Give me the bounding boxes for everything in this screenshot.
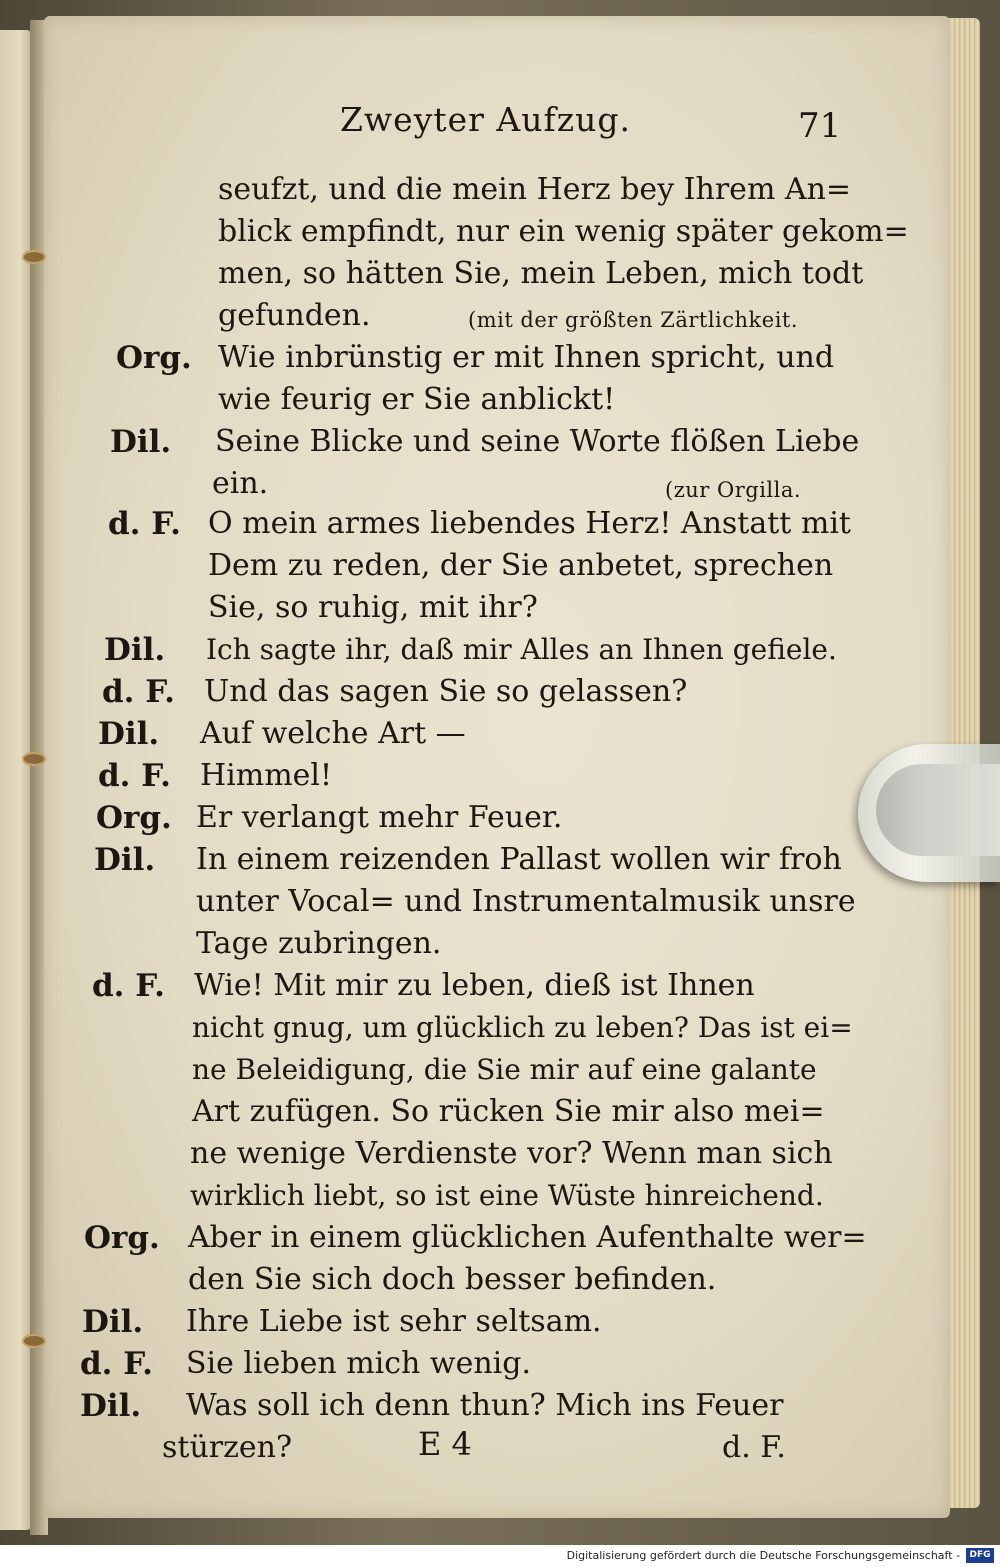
binding-stitch [22, 752, 46, 766]
text-line [188, 1220, 867, 1256]
speaker-label: Dil. [98, 716, 160, 752]
line-text: Was soll ich denn thun? Mich ins Feuer [186, 1388, 784, 1423]
line-text: Ich sagte ihr, daß mir Alles an Ihnen gefiele. [206, 633, 837, 666]
speaker-label: Org. [96, 800, 172, 836]
line-text: ne Beleidigung, die Sie mir auf eine galante [192, 1053, 817, 1086]
text-line [218, 340, 834, 376]
line-text: gefunden. [218, 298, 371, 333]
speaker-label: d. F. [102, 674, 175, 710]
line-text: Dem zu reden, der Sie anbetet, sprechen [208, 548, 834, 583]
running-head: Zweyter Aufzug. [340, 100, 631, 139]
text-line [190, 1136, 833, 1172]
text-line [208, 506, 851, 542]
text-line [162, 1430, 292, 1466]
line-text: Art zufügen. So rücken Sie mir also mei= [192, 1094, 825, 1129]
line-text: Aber in einem glücklichen Aufenthalte wer= [188, 1220, 867, 1255]
line-text: In einem reizenden Pallast wollen wir froh [196, 842, 842, 877]
stage-direction: (zur Orgilla. [665, 478, 802, 502]
text-line [218, 256, 863, 292]
line-text: Sie lieben mich wenig. [186, 1346, 531, 1381]
line-text: blick empfindt, nur ein wenig später gekom= [218, 214, 909, 249]
stage-direction: (mit der größten Zärtlichkeit. [468, 308, 799, 332]
text-line [188, 1262, 716, 1298]
text-line [192, 1094, 825, 1130]
line-text: Tage zubringen. [196, 926, 442, 961]
speaker-label: d. F. [108, 506, 181, 542]
speaker-label: Org. [116, 340, 192, 376]
text-line [186, 1346, 531, 1382]
line-text: Sie, so ruhig, mit ihr? [208, 590, 538, 625]
speaker-label: d. F. [98, 758, 171, 794]
speaker-label: Dil. [104, 632, 166, 668]
text-line [218, 172, 851, 208]
line-text: ne wenige Verdienste vor? Wenn man sich [190, 1136, 833, 1171]
text-line [212, 466, 268, 502]
text-line [196, 926, 441, 962]
text-line [192, 1052, 817, 1088]
speaker-label: d. F. [80, 1346, 153, 1382]
page-header [0, 100, 1000, 150]
line-text: Auf welche Art — [200, 716, 466, 751]
line-text: Wie! Mit mir zu leben, dieß ist Ihnen [194, 968, 755, 1003]
text-line [206, 632, 837, 668]
line-text: O mein armes liebendes Herz! Anstatt mit [208, 506, 851, 541]
text-line [200, 716, 466, 752]
speaker-label: d. F. [92, 968, 165, 1004]
line-text: den Sie sich doch besser befinden. [188, 1262, 717, 1297]
text-line [215, 424, 859, 460]
text-line [218, 382, 615, 418]
line-text: unter Vocal= und Instrumentalmusik unsre [196, 884, 856, 919]
text-line [196, 884, 856, 920]
speaker-label: Dil. [94, 842, 156, 878]
text-line [186, 1304, 602, 1340]
speaker-label: Dil. [82, 1304, 144, 1340]
text-line [218, 298, 371, 334]
line-text: nicht gnug, um glücklich zu leben? Das ist ei= [192, 1011, 853, 1044]
text-line [186, 1388, 783, 1424]
line-text: Seine Blicke und seine Worte flößen Liebe [215, 424, 860, 459]
text-line [194, 968, 755, 1004]
signature-mark: E 4 [418, 1425, 472, 1463]
line-text: Himmel! [200, 758, 333, 793]
text-line [218, 214, 909, 250]
text-line [204, 674, 687, 710]
binding-stitch [22, 250, 46, 264]
dfg-logo: DFG [966, 1548, 994, 1563]
speaker-label: Dil. [80, 1388, 142, 1424]
line-text: wirklich liebt, so ist eine Wüste hinreichend. [190, 1179, 824, 1212]
text-line [196, 800, 562, 836]
line-text: seufzt, und die mein Herz bey Ihrem An= [218, 172, 852, 207]
line-text: Und das sagen Sie so gelassen? [204, 674, 688, 709]
page-number: 71 [798, 106, 842, 146]
line-text: Ihre Liebe ist sehr seltsam. [186, 1304, 602, 1339]
page-clip-highlight [876, 764, 1000, 856]
text-line [190, 1178, 824, 1214]
text-line [208, 590, 538, 626]
text-line [196, 842, 842, 878]
speaker-label: Dil. [110, 424, 172, 460]
binding-stitch [22, 1334, 46, 1348]
line-text: Er verlangt mehr Feuer. [196, 800, 563, 835]
speaker-label: Org. [84, 1220, 160, 1256]
line-text: men, so hätten Sie, mein Leben, mich todt [218, 256, 864, 291]
line-text: wie feurig er Sie anblickt! [218, 382, 616, 417]
text-line [192, 1010, 853, 1046]
line-text: Wie inbrünstig er mit Ihnen spricht, und [218, 340, 835, 375]
line-text: ein. [212, 466, 269, 501]
catchword: d. F. [722, 1430, 786, 1465]
digitization-credit-bar [0, 1545, 1000, 1567]
text-line [208, 548, 833, 584]
digitization-credit: Digitalisierung gefördert durch die Deutsche Forschungsgemeinschaft - [566, 1549, 960, 1562]
line-text: stürzen? [162, 1430, 293, 1465]
text-line [200, 758, 332, 794]
